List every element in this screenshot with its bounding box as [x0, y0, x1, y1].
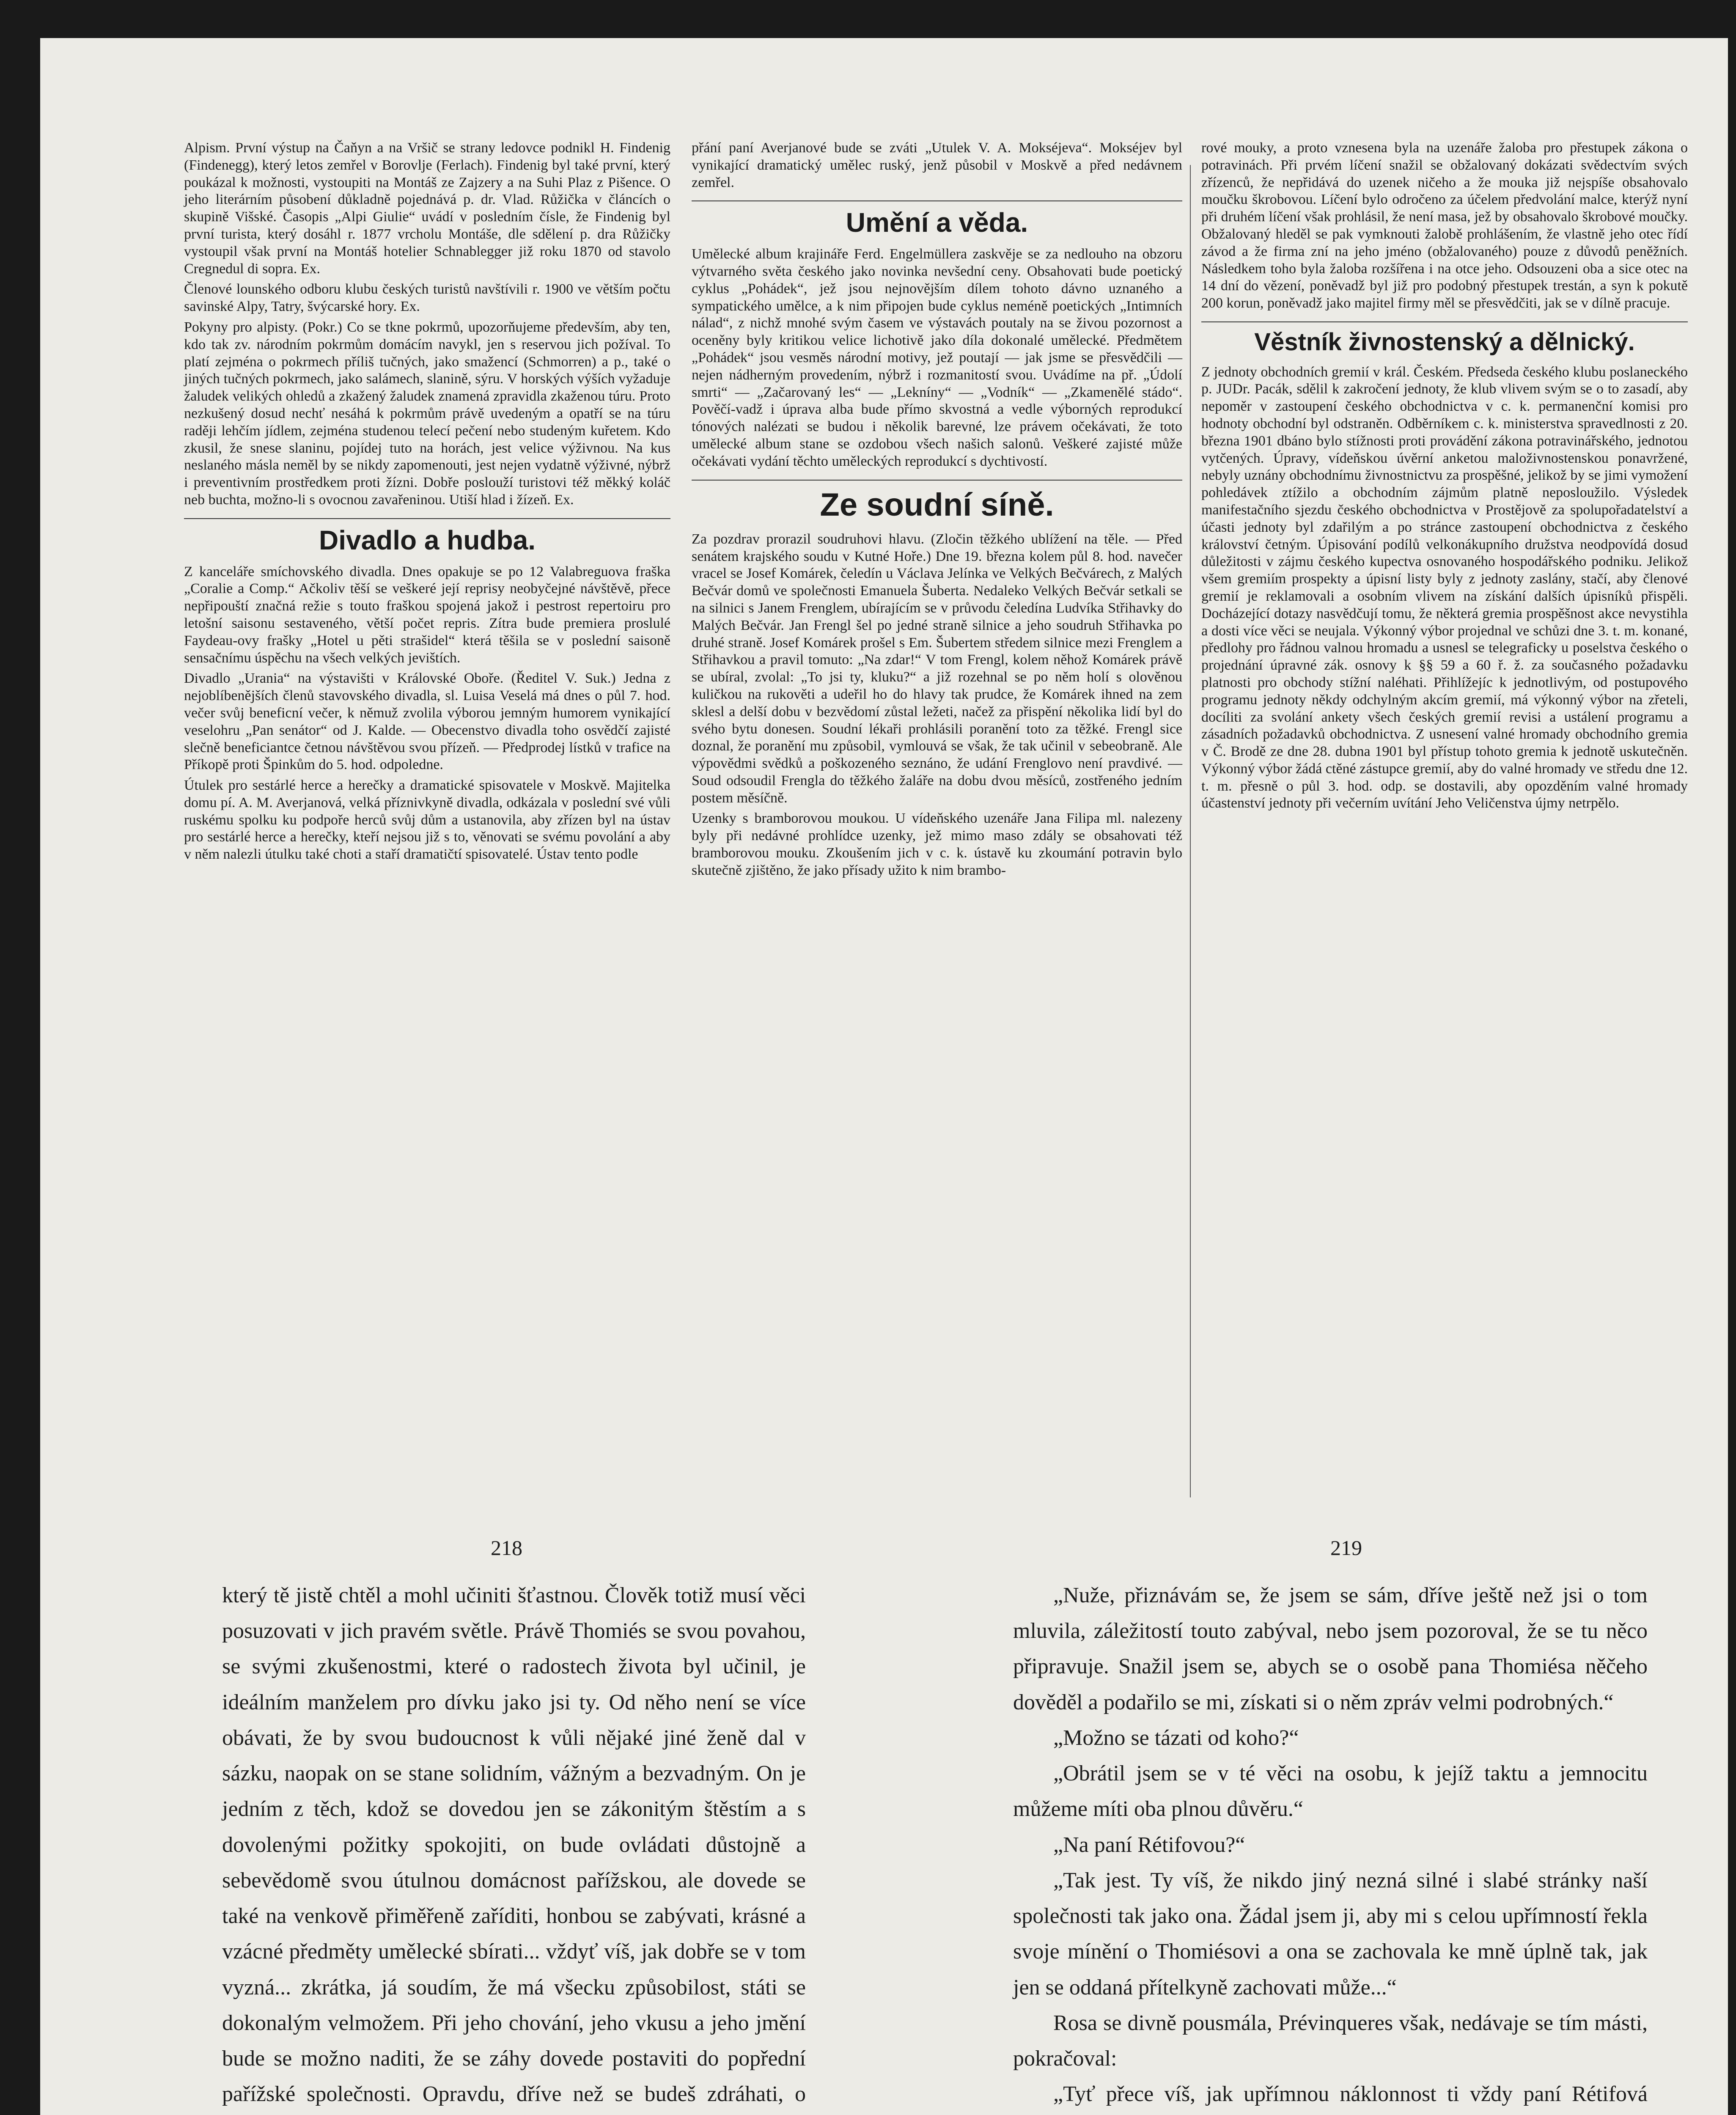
article-alpism: Alpism. První výstup na Čaňyn a na Vršič se strany ledovce podnikl H. Findenig (Findenegg), který letos zemřel v Borovlje (Ferlach). Findenig byl také první, který poukázal k možnosti, vystoupiti na Montáš ze Zajzery a na Suhi Plaz z Pišence. O jeho literárním působení důkladně pojednává p. dr. Vlad. Růžička v článcích o skupině Višské. Časopis „Alpi Giulie“ uvádí v posledním čísle, že Findenig byl první turista, který dosáhl r. 1877 vrcholu Montáše, dle sdělení p. dra Růžičky vystoupil však první na Montáš hotelier Schnablegger již roku 1870 od stavolo Cregnedul di sopra. Ex. [184, 140, 670, 277]
article-utulek-moskva: Útulek pro sestárlé herce a herečky a dramatické spisovatele v Moskvě. Majitelka domu pí. A. M. Averjanová, velká příznivkyně divadla, odkázala v poslední své vůli ruskému spolku ku podpoře herců svůj dům a ustanovila, aby zřízen byl na ústav pro sestárlé herce a herečky, kteří nejsou již s to, věnovati se svému povolání a aby v něm nalezli útulku také choti a staří dramatičtí spisovatelé. Ústav tento podle [184, 777, 670, 862]
section-heading-soudni-sin: Ze soudní síně. [692, 480, 1182, 524]
article-divadlo-urania: Divadlo „Urania“ na výstavišti v Královské Oboře. (Ředitel V. Suk.) Jedna z nejoblíbenějších členů stavovského divadla, sl. Luisa Veselá má dnes o půl 7. hod. večer svůj beneficní večer, k němuž zvolila výborou jemným humorem vynikající veselohru „Pan senátor“ od J. Kalde. — Obecenstvo divadla toho osvědčí zajisté slečně beneficiantce četnou návštěvou svou přízeň. — Předprodej lístků v trafice na Příkopě proti Špinkům do 5. hod. odpoledne. [184, 670, 670, 773]
article-averjanova-cont: přání paní Averjanové bude se zváti „Utulek V. A. Mokséjeva“. Mokséjev byl vynikající dramatický umělec ruský, jenž působil v Moskvě a před nedávnem zemřel. [692, 140, 1182, 190]
article-uzenky: Uzenky s bramborovou moukou. U vídeňského uzenáře Jana Filipa ml. nalezeny byly při nedávné prohlídce uzenky, jež mimo maso zdály se obsahovati též bramborovou mouku. Zkoušením jich v c. k. ústavě ku zkoumání potravin bylo skutečně zjištěno, že jako přísady užito k nim brambo- [692, 810, 1182, 878]
novel-paragraph: „Možno se tázati od koho?“ [1053, 1725, 1299, 1750]
section-heading-vestnik: Věstník živnostenský a dělnický. [1201, 321, 1688, 357]
novel-paragraph: „Tyť přece víš, jak upřímnou náklonnost ti vždy paní Rétifová [1053, 2082, 1648, 2107]
article-engelmuller-album: Umělecké album krajináře Ferd. Engelmüllera zaskvěje se za nedlouho na obzoru výtvarného světa českého jako novinka nevšední ceny. Obsahovati bude poetický cyklus „Pohádek“, jež jsou nejnovějším dílem tohoto dávno uznaného a sympatického umělce, a k nim připojen bude cyklus neméně poetických „Intimních nálad“, z nichž mnohé svým časem ve výstavách poutaly na se živou pozornost a oceněny byly kritikou velice lichotivě jako díla dokonalé umělecké. Předmětem „Pohádek“ jsou vesměs národní motivy, jež poutají — jak jsme se přesvědčili — nejen nádherným provedením, nýbrž i rozmanitostí svou. Uvádíme na př. „Údolí smrti“ — „Začarovaný les“ — „Lekníny“ — „Vodník“ — „Zkamenělé stádo“. Pověčí-vadž i úprava alba bude přímo skvostná a vedle výborných reprodukcí tónových nalézati se budou i několik barevné, lze právem očekávati, že toto umělecké album stane se ozdobou všech našich salonů. Veškeré zajisté může očekávati vydání těchto uměleckých reprodukcí s dychtivostí. [692, 246, 1182, 469]
article-pokyny-alpiste: Pokyny pro alpisty. (Pokr.) Co se tkne pokrmů, upozorňujeme především, aby ten, kdo tak zv. národním pokrmům domácím navykl, jen s reservou jich požíval. To platí zejména o pokrmech příliš tučných, jako smažencí (Schmorren) a p., také o jiných tučných pokrmech, jako salámech, slanině, sýru. V horských výších vyžaduje žaludek velikých ohledů a zkažený žaludek znamená zpravidla zkaženou túru. Proto nezkušený dosud nechť nesáhá k pokrmům právě uvedeným a opatří se na túru raději lehčím jídlem, zejména studenou telecí pečení nebo studeným kuřetem. Kdo zkusil, že snese slaninu, pojídej tuto na horách, jest velice výživnou. Na kus neslaného másla neměl by se nikdy zapomenouti, jest nejen vydatně výživné, nýbrž i preventivním prostředkem proti žízni. Dobře poslouží turistovi též měkký koláč neb buchta, možno-li s ovocnou zavařeninou. Utiší hlad i žízeň. Ex. [184, 319, 670, 508]
novel-paragraph: „Na paní Rétifovou?“ [1053, 1832, 1245, 1857]
novel-page-right [1013, 1578, 1648, 2115]
column-middle [692, 140, 1182, 883]
article-smichovske-divadlo: Z kanceláře smíchovského divadla. Dnes opakuje se po 12 Valabreguova fraška „Coralie a Comp.“ Ačkoliv těší se veškeré její reprisy neobyčejné návštěvě, přece nepřipouští značná režie s touto fraškou spojená jakož i pestrost repertoiru pro letošní saisonu sestaveného, větší počet repris. Zítra bude premiera proslulé Faydeau-ovy frašky „Hotel u pěti strašidel“ která těšila se v poslední saisoně sensačnímu úspěchu na všech velkých jevištích. [184, 563, 670, 666]
novel-paragraph: „Obrátil jsem se v té věci na osobu, k jejíž taktu a jemnocitu můžeme míti oba plnou důvěru.“ [1013, 1761, 1648, 1821]
article-pozdrav-hlava: Za pozdrav prorazil soudruhovi hlavu. (Zločin těžkého ublížení na těle. — Před senátem krajského soudu v Kutné Hoře.) Dne 19. března kolem půl 8. hod. navečer vracel se Josef Komárek, čeledín u Václava Jelínka ve Velkých Bečvárech, z Malých Bečvár domů ve společnosti Emanuela Šuberta. Nedaleko Velkých Bečvár setkali se na silnici s Janem Frenglem, ubírajícím se v průvodu čeledína Ludvíka Střihavky do Malých Bečvár. Jan Frengl šel po jedné straně silnice a jeho soudruh Střihavka po druhé straně. Josef Komárek prošel s Em. Šubertem středem silnice mezi Frenglem a Střihavkou a pravil tomuto: „Na zdar!“ V tom Frengl, kolem něhož Komárek právě se ubíral, zvolal: „To jsi ty, kluku?“ a již rozehnal se po něm holí s olověnou kuličkou na rukověti a udeřil ho do hlavy tak prudce, že Komárek ihned na zem sklesl a delší dobu v bezvědomí zůstal ležeti, načež za přispění několika lidí byl do svého bytu donesen. Soudní lékaři prohlásili poranění toto za těžké. Frengl sice doznal, že poranění mu způsobil, vymlouvá se však, že tak učinil v sebeobraně. Ale výpovědmi svědků a poškozeného seznáno, že udání Frenglovo není pravdivé. — Soud odsoudil Frengla do těžkého žaláře na dobu dvou měsíců, zostřeného jedním postem měsíčně. [692, 531, 1182, 806]
page-number-left: 218 [491, 1536, 522, 1560]
novel-page-left [222, 1578, 806, 2115]
column-left [184, 140, 670, 867]
column-divider [1190, 165, 1191, 1497]
section-heading-divadlo: Divadlo a hudba. [184, 518, 670, 557]
column-right [1201, 140, 1688, 816]
novel-paragraph: který tě jistě chtěl a mohl učiniti šťastnou. Člověk totiž musí věci posuzovati v jich pravém světle. Právě Thomiés se svou povahou, se svými zkušenostmi, které o radostech života byl učinil, je ideálním manželem pro dívku jako jsi ty. Od něho není se více obávati, že by svou budoucnost k vůli nějaké jiné ženě dal v sázku, naopak on se stane solidním, vážným a bezvadným. On je jedním z těch, kdož se dovedou jen se zákonitým štěstím a s dovolenými požitky spokojiti, on bude ovládati důstojně a sebevědomě svou útulnou domácnost pařížskou, ale dovede se také na venkově přiměřeně zaříditi, honbou se zabývati, krásné a vzácné předměty umělecké sbírati... vždyť víš, jak dobře se v tom vyzná... zkrátka, já soudím, že má všecku způsobilost, státi se dokonalým velmožem. Při jeho chování, jeho vkusu a jeho jmění bude se možno naditi, že se záhy dovede postaviti do popřední pařížské společnosti. Opravdu, dříve než se budeš zdráhati, o [222, 1583, 806, 2107]
article-jednota-gremii: Z jednoty obchodních gremií v král. Českém. Předseda českého klubu poslaneckého p. JUDr. Pacák, sdělil k zakročení jednoty, že klub vlivem svým se o to zasadí, aby nepoměr v zastoupení českého obchodnictva v c. k. permanenční komisi pro hodnoty obchodní byl odstraněn. Odběrníkem c. k. ministerstva spravedlnosti z 20. března 1901 dbáno bylo stížnosti proti provádění zákona potravinářského, jednotou vytčených. Úpravy, vídeňskou úvěrní anketou maloživnostenskou ponavržené, nebyly uznány obchodnímu živnostnictvu za prospěšné, jelikož by se jimi vymožení pohledávek ztížilo a obchodním zájmům platně neposloužilo. Výsledek manifestačního sjezdu českého obchodnictva v Prostějově za spolupořadatelství a účasti jednoty byl zdařilým a po stránce zastoupení obchodnictva z českého království četným. Úpisování podílů velkonákupního družstva neodpovídá dosud důležitosti v zájmu českého kupectva osnovaného hospodářského podniku. Jelikož všem gremiím prospekty a úpisní listy byly z jednoty zaslány, stačí, aby členové gremií je reklamovali a osobním vlivem na získání dalších úpisníků přispěli. Docházející dotazy nasvědčují tomu, že některá gremia prospěšnost akce nevystihla a dosti více věci se neujala. Výkonný výbor projednal ve schůzi dne 3. t. m. konané, předlohy pro řádnou valnou hromadu a usnesl se telegraficky u poselstva českého o projednání úpravné zák. osnovy k §§ 59 a 60 ř. ž. za současného požadavku platnosti pro obchody stížní naléhati. Přihlížejíc k jednotlivým, od postupového programu jednoty někdy odchylným akcím gremií, má výkonný výbor na zřeteli, docíliti za svolání ankety všech českých gremií revisi a ustálení programu a zásadních požadavků obchodnictva. Z usnesení valné hromady obchodního gremia v Č. Brodě ze dne 28. dubna 1901 byl přístup tohoto gremia k jednotě uskutečněn. Výkonný výbor žádá ctěné zástupce gremií, aby do valné hromady ve středu dne 12. t. m. přesně o půl 3. hod. odp. se dostavili, aby opozděním valné hromady účastenství jednoty při večerním uvítání Jeho Veličenstva újmy netrpělo. [1201, 364, 1688, 811]
article-lounsky-odbor: Členové lounského odboru klubu českých turistů navštívili r. 1900 ve větším počtu savinské Alpy, Tatry, švýcarské hory. Ex. [184, 281, 670, 315]
page-number-right: 219 [1330, 1536, 1362, 1560]
novel-paragraph: „Tak jest. Ty víš, že nikdo jiný nezná silné i slabé stránky naší společnosti tak jako ona. Žádal jsem ji, aby mi s celou upřímností řekla svoje mínění o Thomiésovi a ona se zachovala ke mně úplně tak, jak jen se oddaná přítelkyně zachovati může...“ [1013, 1868, 1648, 2000]
page-sheet [40, 38, 1728, 2115]
novel-paragraph: „Nuže, přiznávám se, že jsem se sám, dříve ještě než jsi o tom mluvila, záležitostí touto zabýval, nebo jsem pozoroval, že se tu něco připravuje. Snažil jsem se, abych se o osobě pana Thomiésa něčeho dověděl a podařilo se mi, získati si o něm zpráv velmi podrobných.“ [1013, 1583, 1648, 1714]
section-heading-umeni: Umění a věda. [692, 201, 1182, 239]
novel-paragraph: Rosa se divně pousmála, Prévinqueres však, nedávaje se tím másti, pokračoval: [1013, 2011, 1648, 2071]
article-uzenky-cont: rové mouky, a proto vznesena byla na uzenáře žaloba pro přestupek zákona o potravinách. Při prvém líčení snažil se obžalovaný dokázati svědectvím svých zřízenců, že nepřidává do uzenek ničeho a že mouka již nejspíše obsahovalo moučku škrobovou. Líčení bylo odročeno za účelem předvolání malce, kterýž nyní při druhém líčení však prohlásil, že není masa, jež by obsahovalo škrobové moučky. Obžalovaný hleděl se pak vymknouti žalobě prohlášením, že vlastně jeho otec řídí závod a že firma zní na jeho jméno (obžalovaného) pouze z důvodů peněžních. Následkem toho byla žaloba rozšířena i na otce jeho. Odsouzeni oba a sice otec na 14 dní do vězení, poněvadž byl již pro podobný přestupek trestán, a syn k pokutě 200 korun, poněvadž jako majitel firmy měl se přesvědčiti, jak se v dílně pracuje. [1201, 140, 1688, 311]
